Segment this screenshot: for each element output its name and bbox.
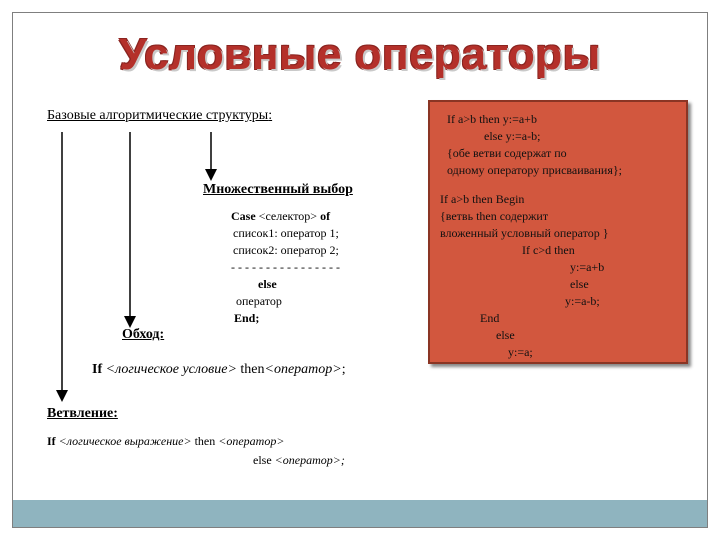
case-end: End; <box>234 311 260 325</box>
code-line-6: {ветвь then содержит <box>440 209 549 223</box>
code-line-8: If c>d then <box>522 243 575 257</box>
bypass-heading: Обход: <box>122 327 165 342</box>
slide-title: Условные операторы <box>119 30 601 79</box>
code-line-7: вложенный условный оператор } <box>440 226 609 240</box>
code-line-12: End <box>480 311 500 325</box>
branching-line2: else <оператор>; <box>253 453 345 467</box>
bypass-syntax: If <логическое условие> then<оператор>; <box>92 362 346 377</box>
structures-label: Базовые алгоритмические структуры: <box>47 108 273 123</box>
code-line-13: else <box>496 328 515 342</box>
branching-heading: Ветвление: <box>47 406 118 421</box>
case-line: Case <селектор> of <box>231 209 331 223</box>
branching-line1: If <логическое выражение> then <оператор> <box>47 434 285 448</box>
case-operator: оператор <box>236 294 282 308</box>
case-list1: список1: оператор 1; <box>233 226 339 240</box>
case-list2: список2: оператор 2; <box>233 243 339 257</box>
multi-choice-heading: Множественный выбор <box>203 182 353 197</box>
code-line-2: else y:=a-b; <box>484 129 541 143</box>
code-line-5: If a>b then Begin <box>440 192 525 206</box>
code-line-4: одному оператору присваивания}; <box>447 163 622 177</box>
code-line-9: y:=a+b <box>570 260 605 274</box>
code-line-3: {обе ветви содержат по <box>447 146 567 160</box>
code-line-14: y:=a; <box>508 345 533 359</box>
case-dashes: - - - - - - - - - - - - - - - - <box>231 260 340 274</box>
code-line-10: else <box>570 277 589 291</box>
code-line-11: y:=a-b; <box>565 294 600 308</box>
code-line-1: If a>b then y:=a+b <box>447 112 537 126</box>
case-else: else <box>258 277 277 291</box>
